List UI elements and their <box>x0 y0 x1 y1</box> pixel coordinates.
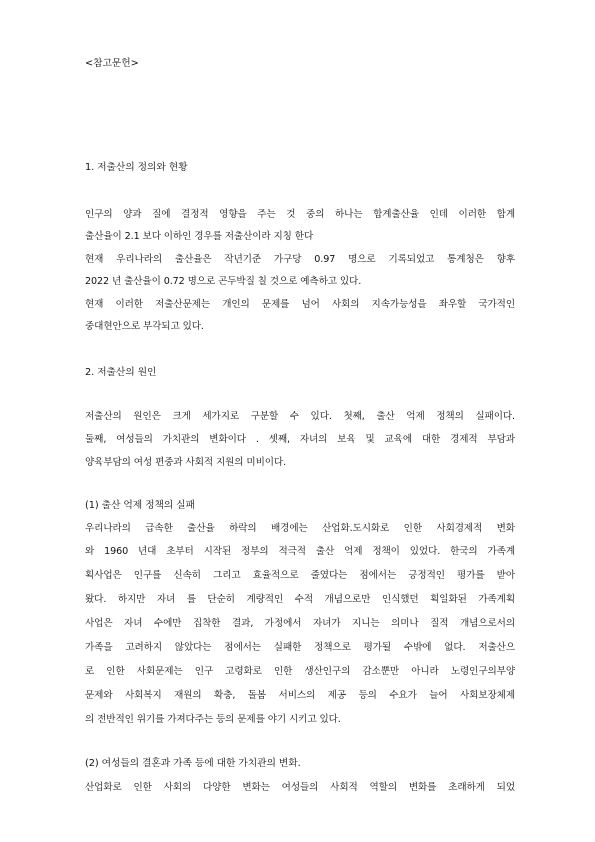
paragraph-line: 양육부담의 여성 편중과 사회적 지원의 미비이다. <box>85 457 287 468</box>
subsection-heading: (2) 여성들의 결혼과 가족 등에 대한 가치관의 변화. <box>85 758 301 769</box>
page-title: <참고문헌> <box>85 58 139 69</box>
section-heading: 2. 저출산의 원인 <box>85 367 157 378</box>
paragraph-line: 우리나라의 급속한 출산율 하락의 배경에는 산업화.도시화로 인한 사회경제적 변화 <box>85 523 515 534</box>
paragraph-line: 로 인한 사회문제는 인구 고령화로 인한 생산인구의 감소뿐만 아니라 노령인구의부양 <box>85 666 515 677</box>
paragraph-line: 와 1960 년대 초부터 시작된 정부의 적극적 출산 억제 정책이 있었다. 한국의 가족계 <box>85 546 515 557</box>
paragraph-line: 산업화로 인한 사회의 다양한 변화는 여성들의 사회적 역할의 변화를 초래하게 되었 <box>85 782 515 793</box>
section-heading: 1. 저출산의 정의와 현황 <box>85 162 188 173</box>
paragraph-line: 문제와 사회복지 재원의 확충, 돌봄 서비스의 제공 등의 수요가 늘어 사회보장체제 <box>85 690 515 701</box>
paragraph-line: 왔다. 하지만 자녀 를 단순히 계량적인 수적 개념으로만 인식했던 획일화된 가족계획 <box>85 594 515 605</box>
paragraph-line: 중대현안으로 부각되고 있다. <box>85 321 204 332</box>
paragraph-line: 출산율이 2.1 보다 이하인 경우를 저출산이라 지칭 한다 <box>85 231 314 242</box>
paragraph-line: 둘째, 여성들의 가치관의 변화이다 . 셋째, 자녀의 보육 및 교육에 대한 경제적 부담과 <box>85 434 515 445</box>
paragraph-line: 2022 년 출산율이 0.72 명으로 곤두박질 칠 것으로 예측하고 있다. <box>85 276 362 287</box>
subsection-heading: (1) 출산 억제 정책의 실패 <box>85 500 195 511</box>
paragraph-line: 가족을 고려하지 않았다는 점에서는 실패한 정책으로 평가될 수밖에 없다. 저출산으 <box>85 642 515 653</box>
paragraph-line: 저출산의 원인은 크게 세가지로 구분할 수 있다. 첫째, 출산 억제 정책의 실패이다. <box>85 411 515 422</box>
paragraph-line: 현재 이러한 저출산문제는 개인의 문제를 넘어 사회의 지속가능성을 좌우할 국가적인 <box>85 299 515 310</box>
paragraph-line: 현재 우리나라의 출산율은 작년기준 가구당 0.97 명으로 기록되었고 통계청은 향후 <box>85 254 515 265</box>
paragraph-line: 의 전반적인 위기를 가져다주는 등의 문제를 야기 시키고 있다. <box>85 714 341 725</box>
paragraph-line: 인구의 양과 질에 결정적 영향을 주는 것 중의 하나는 합계출산율 인데 이러한 합계 <box>85 209 515 220</box>
paragraph-line: 사업은 자녀 수에만 집착한 결과, 가정에서 자녀가 지니는 의미나 질적 개념으로서의 <box>85 618 515 629</box>
paragraph-line: 획사업은 인구를 신속히 그리고 효율적으로 줄였다는 점에서는 긍정적인 평가를 받아 <box>85 570 515 581</box>
